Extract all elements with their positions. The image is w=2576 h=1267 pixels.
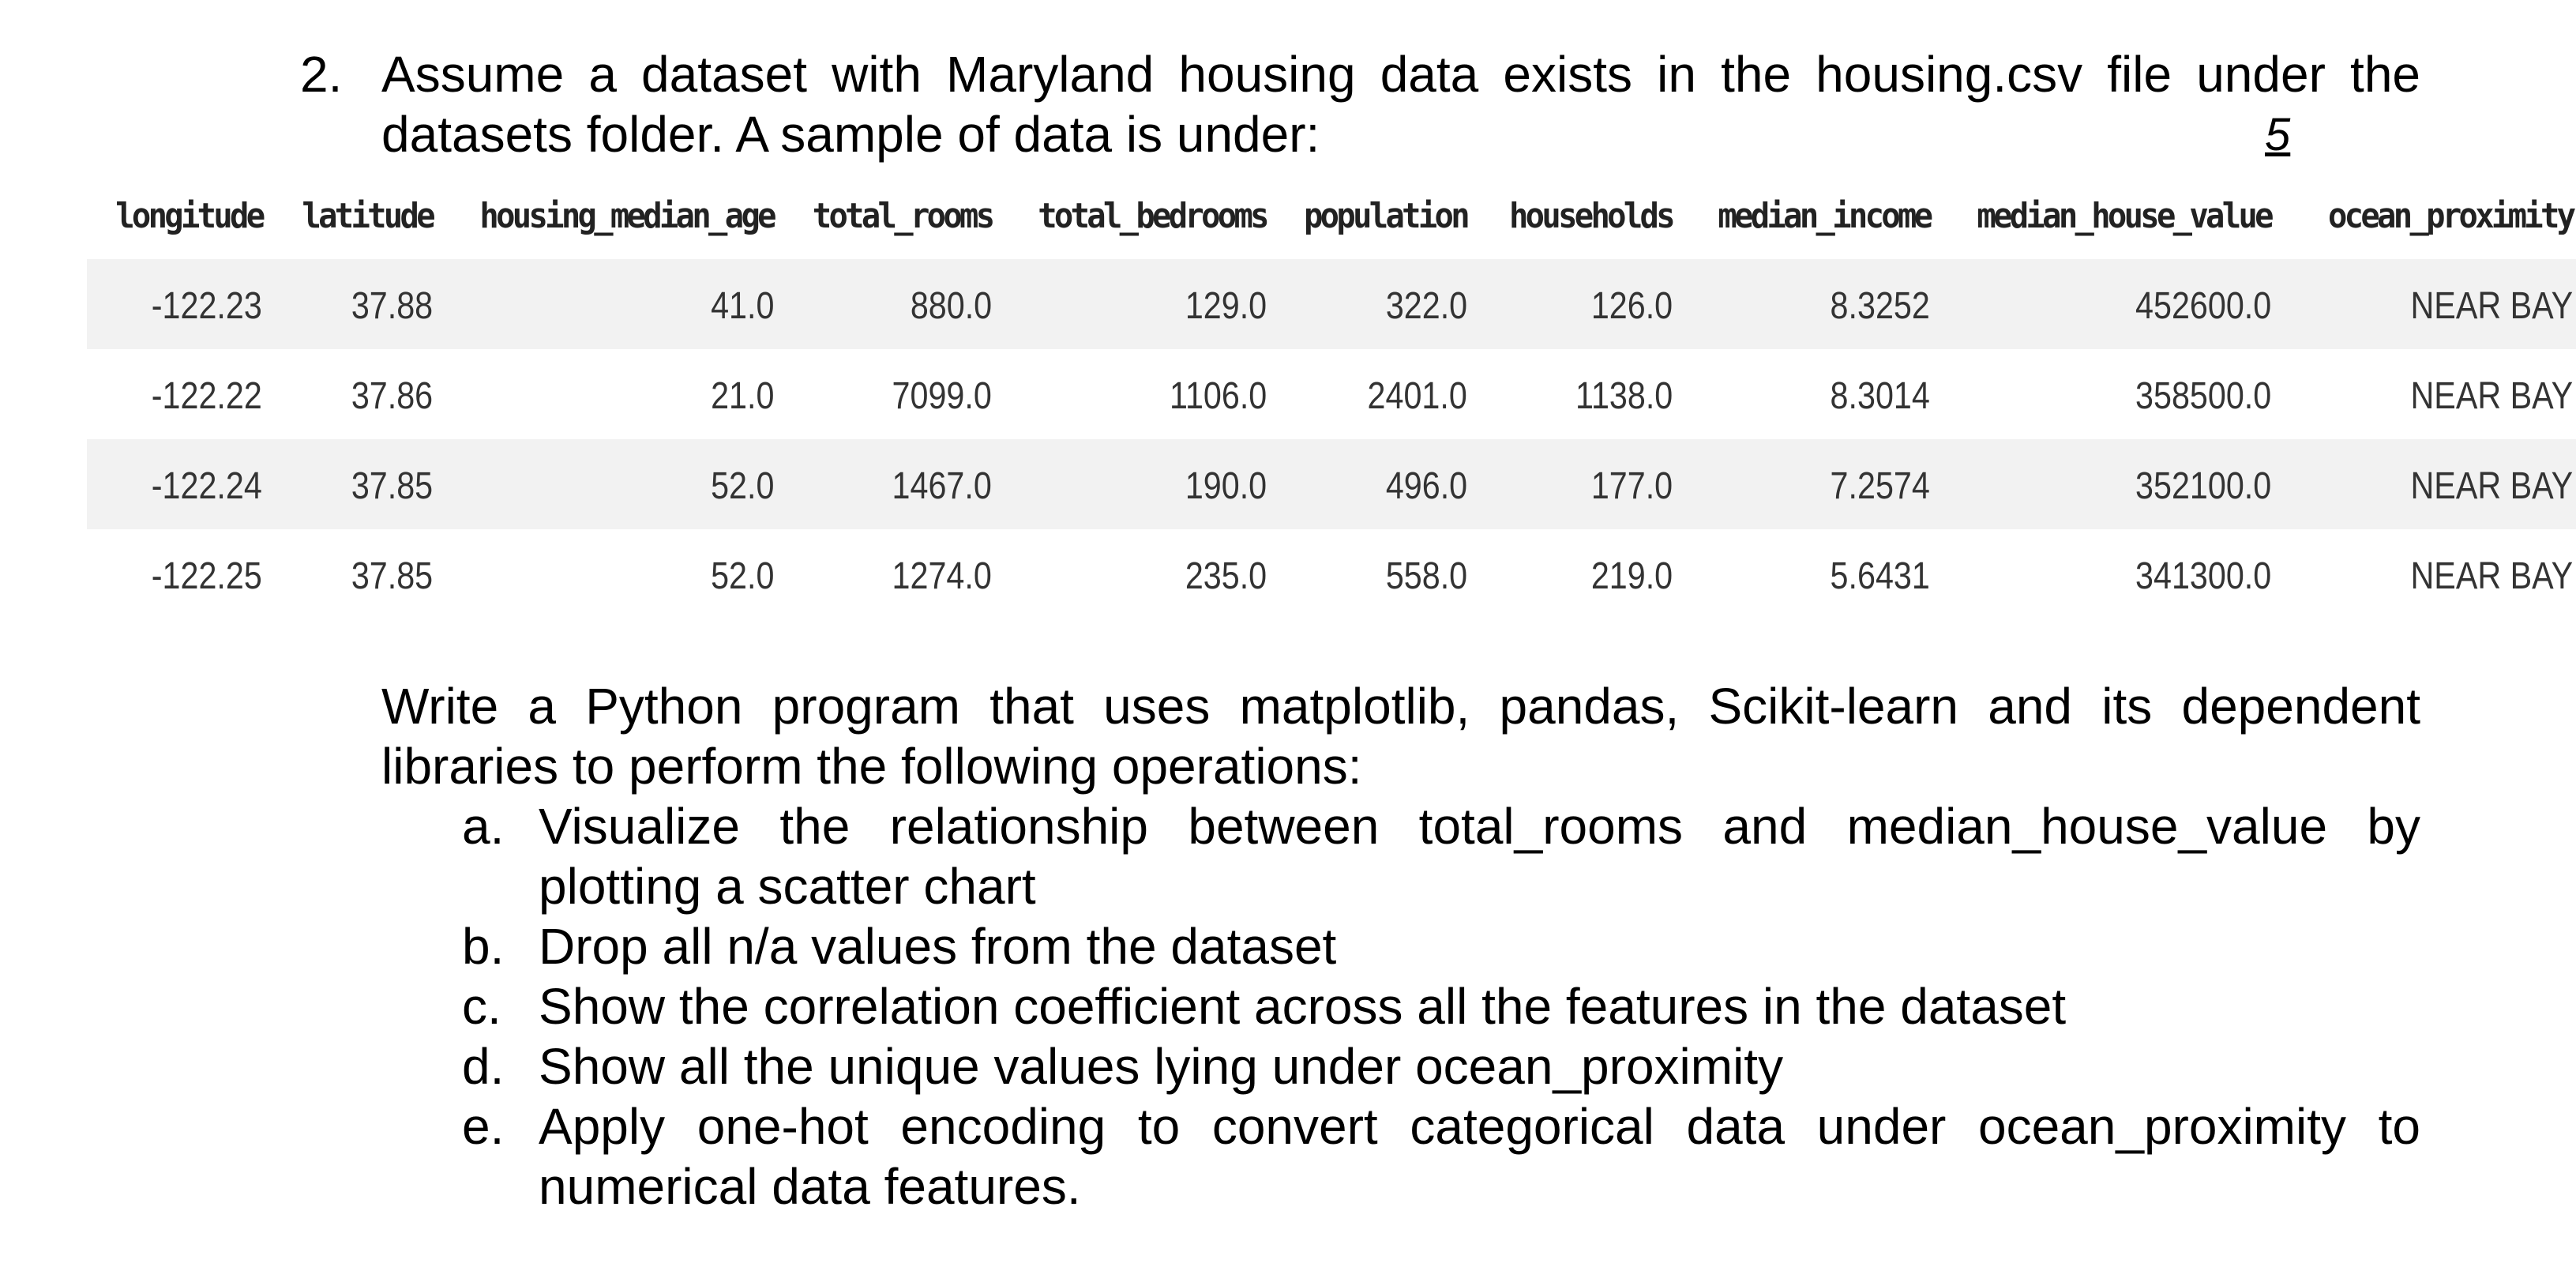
table-cell: -122.25 [151,555,262,597]
table-cell: 452600.0 [2135,285,2271,327]
header-population: population [1304,196,1467,236]
table-header-row [87,183,2576,256]
header-total-rooms: total_rooms [812,196,992,236]
table-cell: 126.0 [1590,285,1673,327]
question-text-line-1: Assume a dataset with Maryland housing data exists in the housing.csv file under the [381,46,2420,103]
item-a-text-line-1: Visualize the relationship between total_rooms and median_house_value by [539,798,2420,855]
table-cell: -122.22 [151,375,262,417]
table-cell: NEAR BAY [2410,375,2573,417]
table-cell: 37.85 [351,465,433,507]
table-row [87,259,2576,349]
table-cell: 341300.0 [2135,555,2271,597]
table-cell: 129.0 [1185,285,1267,327]
header-housing-median-age: housing_median_age [479,196,774,236]
table-cell: 21.0 [710,375,774,417]
header-latitude: latitude [302,196,433,236]
table-cell: 37.86 [351,375,433,417]
header-longitude: longitude [115,196,262,236]
table-cell: 358500.0 [2135,375,2271,417]
table-row [87,349,2576,439]
item-a-text-line-2: plotting a scatter chart [539,858,1036,915]
item-c-text: Show the correlation coefficient across all the features in the dataset [539,978,2067,1035]
table-cell: NEAR BAY [2410,285,2573,327]
table-cell: 41.0 [710,285,774,327]
table-cell: 37.88 [351,285,433,327]
item-b-letter: b. [462,918,505,975]
table-cell: 496.0 [1385,465,1467,507]
item-e-text-line-2: numerical data features. [539,1158,1081,1215]
table-cell: -122.23 [151,285,262,327]
table-cell: 5.6431 [1830,555,1930,597]
question-text-line-2: datasets folder. A sample of data is under: [381,106,1320,163]
table-cell: 1274.0 [892,555,992,597]
table-cell: 1138.0 [1575,375,1673,417]
item-d-text: Show all the unique values lying under ocean_proximity [539,1038,1784,1095]
instructions-intro-line-2: libraries to perform the following operations: [381,738,1362,795]
table-cell: 190.0 [1185,465,1267,507]
header-households: households [1509,196,1673,236]
item-e-letter: e. [462,1098,505,1155]
item-a-letter: a. [462,798,505,855]
table-cell: -122.24 [151,465,262,507]
table-cell: 1106.0 [1169,375,1267,417]
item-e-text-line-1: Apply one-hot encoding to convert categorical data under ocean_proximity to [539,1098,2420,1155]
table-cell: 52.0 [710,465,774,507]
header-ocean-proximity: ocean_proximity [2327,196,2573,236]
table-cell: 37.85 [351,555,433,597]
header-total-bedrooms: total_bedrooms [1038,196,1267,236]
table-cell: 352100.0 [2135,465,2271,507]
instructions-intro-line-1: Write a Python program that uses matplotlib, pandas, Scikit-learn and its dependent [381,678,2420,735]
table-cell: 1467.0 [892,465,992,507]
item-b-text: Drop all n/a values from the dataset [539,918,1337,975]
item-c-letter: c. [462,978,501,1035]
table-row [87,529,2576,619]
points-value: 5 [2265,109,2291,160]
table-row [87,439,2576,529]
table-cell: 235.0 [1185,555,1267,597]
table-cell: 8.3014 [1830,375,1930,417]
table-cell: 8.3252 [1830,285,1930,327]
table-cell: 7099.0 [892,375,992,417]
table-cell: 219.0 [1590,555,1673,597]
table-cell: 558.0 [1385,555,1467,597]
table-cell: NEAR BAY [2410,465,2573,507]
question-number: 2. [300,46,343,103]
table-cell: 177.0 [1590,465,1673,507]
table-cell: 52.0 [710,555,774,597]
table-cell: 322.0 [1385,285,1467,327]
item-d-letter: d. [462,1038,505,1095]
table-cell: 2401.0 [1367,375,1467,417]
table-cell: 7.2574 [1830,465,1930,507]
header-median-house-value: median_house_value [1977,196,2271,236]
header-median-income: median_income [1718,196,1930,236]
table-cell: 880.0 [910,285,992,327]
table-cell: NEAR BAY [2410,555,2573,597]
